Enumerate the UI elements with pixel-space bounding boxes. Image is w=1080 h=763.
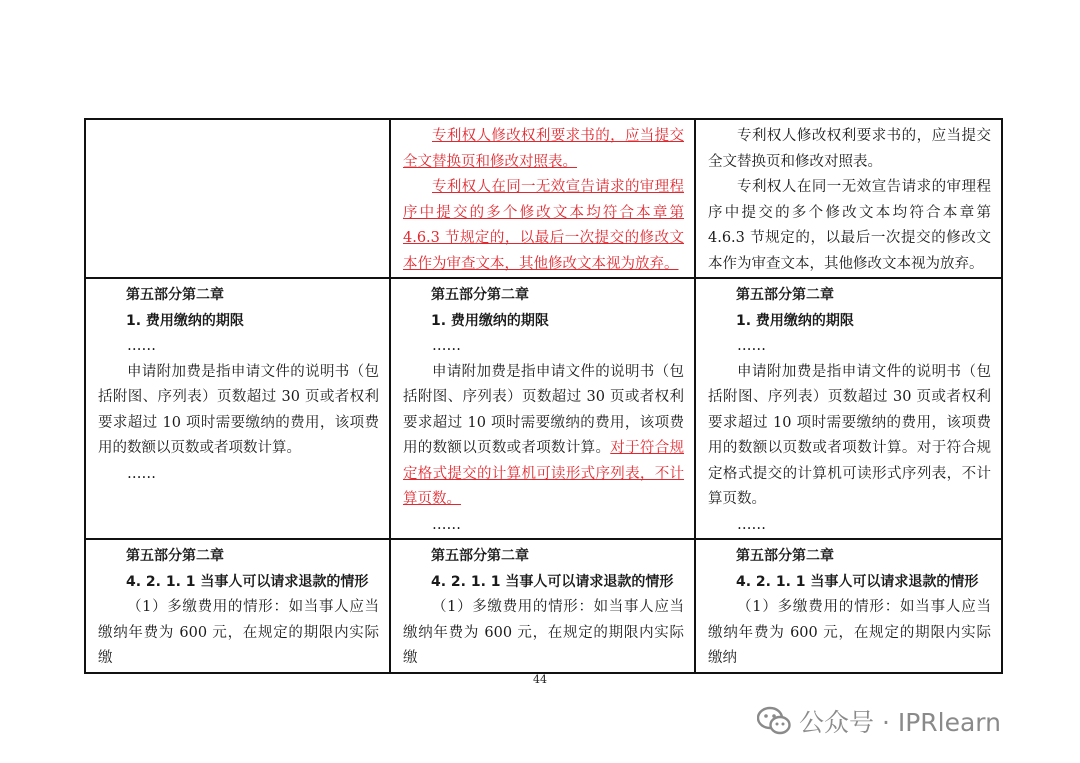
paragraph: （1）多缴费用的情形：如当事人应当缴纳年费为 600 元，在规定的期限内实际缴 xyxy=(403,599,684,666)
comparison-table xyxy=(84,118,1003,674)
ellipsis: …… xyxy=(432,338,461,354)
ellipsis: …… xyxy=(432,516,461,533)
table-cell-revised xyxy=(390,539,695,673)
ellipsis: …… xyxy=(737,516,766,533)
watermark xyxy=(757,703,1001,739)
table-row xyxy=(85,278,1002,539)
section-heading: 第五部分第二章 xyxy=(126,548,224,564)
subsection-heading: 4. 2. 1. 1 当事人可以请求退款的情形 xyxy=(736,573,979,590)
ellipsis: …… xyxy=(737,338,766,354)
table-cell-final xyxy=(695,278,1002,539)
table-cell-final xyxy=(695,539,1002,673)
revision-text: 对于符合规定格式提交的计算机可读形式序列表，不计算页数。 xyxy=(403,440,685,507)
section-heading: 第五部分第二章 xyxy=(431,548,529,564)
paragraph xyxy=(403,360,684,513)
subsection-heading: 1. 费用缴纳的期限 xyxy=(736,312,854,329)
wechat-icon xyxy=(757,706,791,736)
subsection-heading: 4. 2. 1. 1 当事人可以请求退款的情形 xyxy=(126,573,369,590)
ellipsis: …… xyxy=(127,465,156,482)
subsection-heading: 4. 2. 1. 1 当事人可以请求退款的情形 xyxy=(431,573,674,590)
table-row xyxy=(85,119,1002,278)
paragraph: 专利权人在同一无效宣告请求的审理程序中提交的多个修改文本均符合本章第4.6.3 节规定的，以最后一次提交的修改文本作为审查文本，其他修改文本视为放弃。 xyxy=(708,179,991,272)
paragraph: （1）多缴费用的情形：如当事人应当缴纳年费为 600 元，在规定的期限内实际缴 xyxy=(98,599,379,666)
paragraph: 专利权人修改权利要求书的，应当提交全文替换页和修改对照表。 xyxy=(708,128,991,170)
table-cell-original xyxy=(85,278,390,539)
table-cell-revised xyxy=(390,278,695,539)
section-heading: 第五部分第二章 xyxy=(126,287,224,303)
section-heading: 第五部分第二章 xyxy=(431,287,529,303)
watermark-text: 公众号 · IPRlearn xyxy=(799,708,1001,737)
ellipsis: …… xyxy=(127,338,156,354)
subsection-heading: 1. 费用缴纳的期限 xyxy=(126,312,244,329)
table-row xyxy=(85,539,1002,673)
section-heading: 第五部分第二章 xyxy=(736,548,834,564)
paragraph-text: 申请附加费是指申请文件的说明书（包括附图、序列表）页数超过 30 页或者权利要求超过 10 项时需要缴纳的费用，该项费用的数额以页数或者项数计算。 xyxy=(403,363,684,456)
revision-text: 专利权人在同一无效宣告请求的审理程序中提交的多个修改文本均符合本章第4.6.3 节规定的，以最后一次提交的修改文本作为审查文本，其他修改文本视为放弃。 xyxy=(403,179,684,272)
table-cell-final xyxy=(695,119,1002,278)
section-heading: 第五部分第二章 xyxy=(736,287,834,303)
table-cell-original xyxy=(85,539,390,673)
table-cell-revised xyxy=(390,119,695,278)
paragraph: 申请附加费是指申请文件的说明书（包括附图、序列表）页数超过 30 页或者权利要求超过 10 项时需要缴纳的费用，该项费用的数额以页数或者项数计算。 xyxy=(98,363,379,456)
page-number: 44 xyxy=(533,673,547,686)
paragraph: 申请附加费是指申请文件的说明书（包括附图、序列表）页数超过 30 页或者权利要求超过 10 项时需要缴纳的费用，该项费用的数额以页数或者项数计算。对于符合规定格式提交的计算机可读形式序列表，不计算页数。 xyxy=(708,363,991,507)
paragraph: （1）多缴费用的情形：如当事人应当缴纳年费为 600 元，在规定的期限内实际缴纳 xyxy=(708,599,991,666)
revision-text: 专利权人修改权利要求书的，应当提交全文替换页和修改对照表。 xyxy=(403,128,684,170)
table-cell-empty xyxy=(85,119,390,278)
subsection-heading: 1. 费用缴纳的期限 xyxy=(431,312,549,329)
